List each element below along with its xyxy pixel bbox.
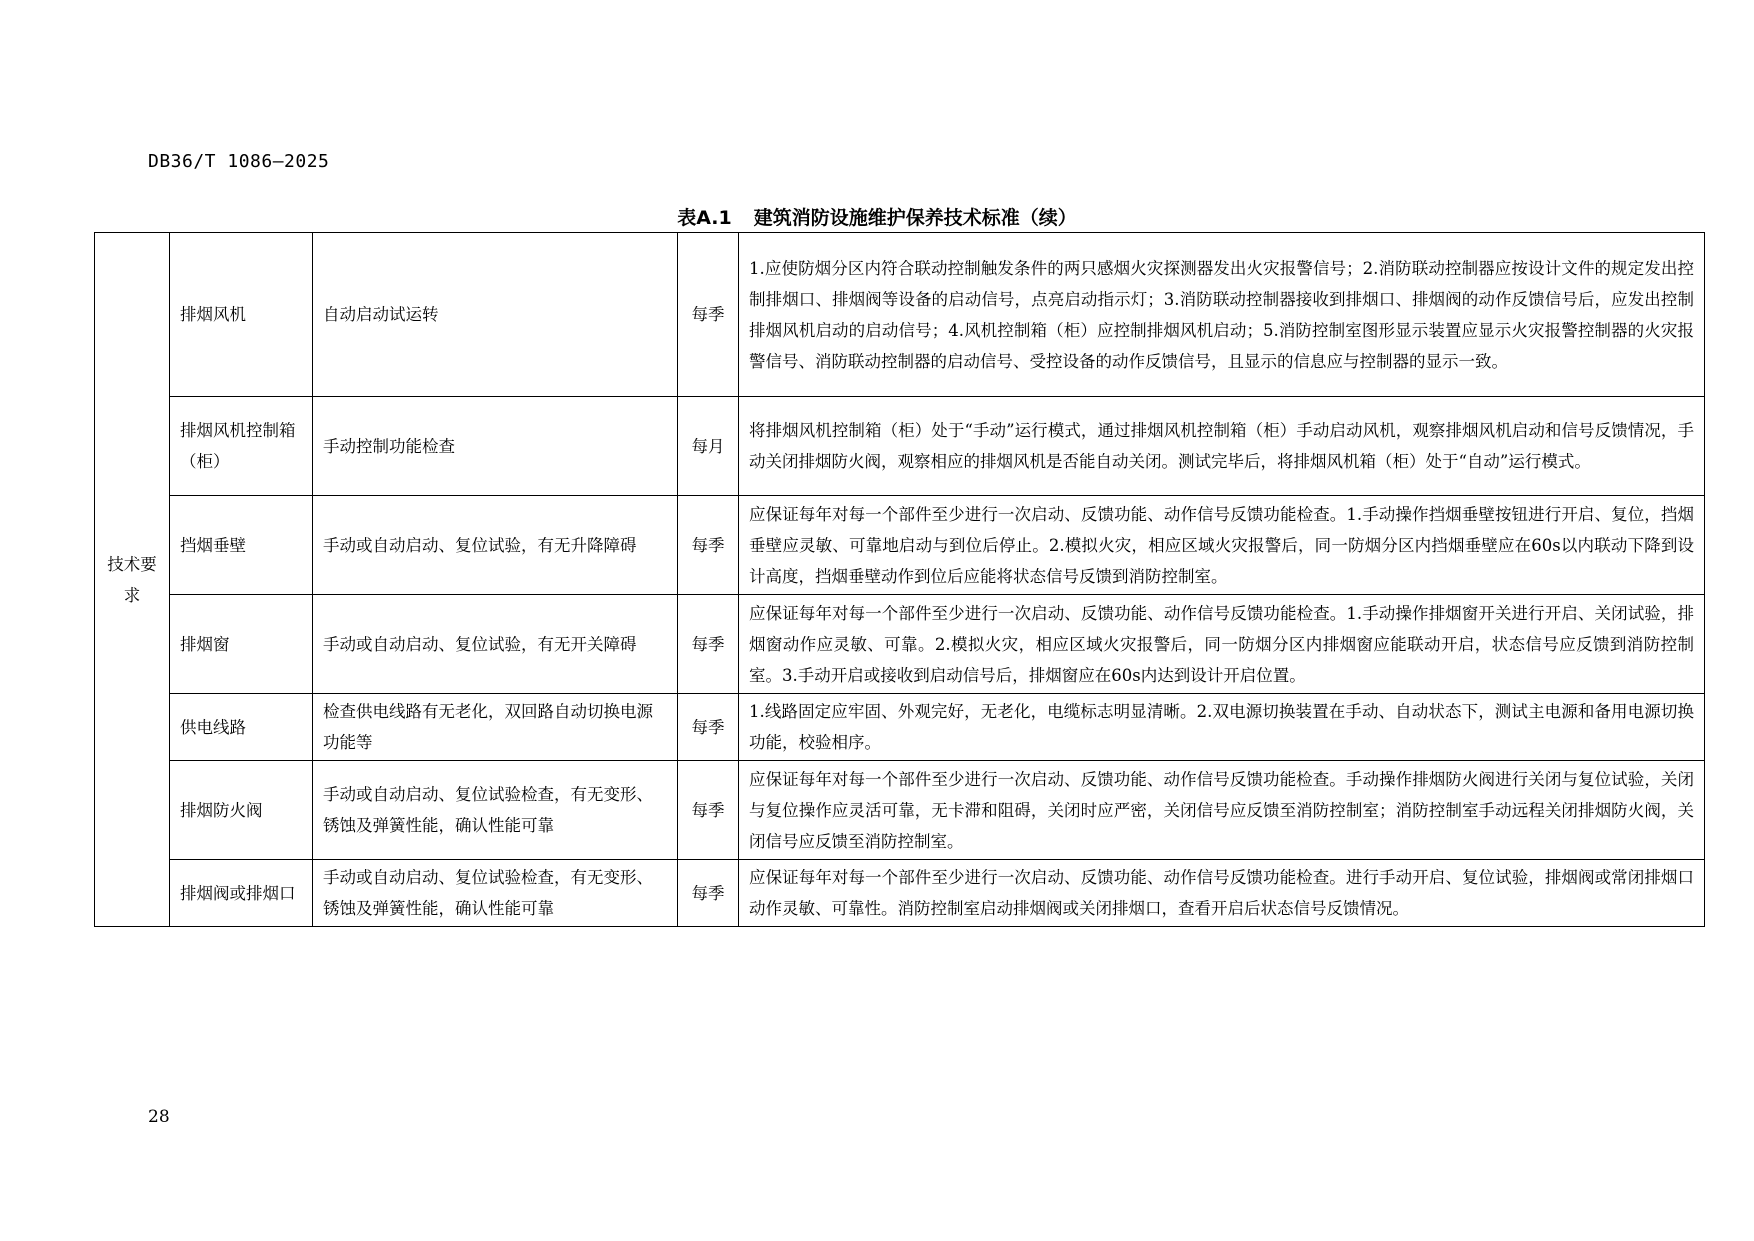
item-cell: 排烟阀或排烟口 <box>170 860 313 927</box>
frequency-cell: 每季 <box>678 233 739 397</box>
table-row <box>95 233 1705 397</box>
item-cell: 排烟风机控制箱（柜） <box>170 397 313 496</box>
table-row <box>95 761 1705 860</box>
content-cell: 自动启动试运转 <box>313 233 678 397</box>
content-cell: 手动或自动启动、复位试验检查，有无变形、锈蚀及弹簧性能，确认性能可靠 <box>313 761 678 860</box>
frequency-cell: 每季 <box>678 694 739 761</box>
table-caption <box>0 203 1754 230</box>
content-cell: 手动或自动启动、复位试验检查，有无变形、锈蚀及弹簧性能，确认性能可靠 <box>313 860 678 927</box>
page-number: 28 <box>148 1107 170 1127</box>
requirement-cell: 1.应使防烟分区内符合联动控制触发条件的两只感烟火灾探测器发出火灾报警信号；2.消防联动控制器应按设计文件的规定发出控制排烟口、排烟阀等设备的启动信号，点亮启动指示灯；3.消防联动控制器接收到排烟口、排烟阀的动作反馈信号后，应发出控制排烟风机启动的启动信号；4.风机控制箱（柜）应控制排烟风机启动；5.消防控制室图形显示装置应显示火灾报警控制器的火灾报警信号、消防联动控制器的启动信号、受控设备的动作反馈信号，且显示的信息应与控制器的显示一致。 <box>739 233 1705 397</box>
requirement-cell: 应保证每年对每一个部件至少进行一次启动、反馈功能、动作信号反馈功能检查。进行手动开启、复位试验，排烟阀或常闭排烟口动作灵敏、可靠性。消防控制室启动排烟阀或关闭排烟口，查看开启后状态信号反馈情况。 <box>739 860 1705 927</box>
content-cell: 检查供电线路有无老化，双回路自动切换电源功能等 <box>313 694 678 761</box>
table-row <box>95 595 1705 694</box>
frequency-cell: 每月 <box>678 397 739 496</box>
frequency-cell: 每季 <box>678 595 739 694</box>
item-cell: 排烟窗 <box>170 595 313 694</box>
maintenance-standard-table <box>94 232 1705 927</box>
requirement-cell: 应保证每年对每一个部件至少进行一次启动、反馈功能、动作信号反馈功能检查。1.手动操作排烟窗开关进行开启、关闭试验，排烟窗动作应灵敏、可靠。2.模拟火灾，相应区域火灾报警后，同一防烟分区内排烟窗应能联动开启，状态信号应反馈到消防控制室。3.手动开启或接收到启动信号后，排烟窗应在60s内达到设计开启位置。 <box>739 595 1705 694</box>
item-cell: 供电线路 <box>170 694 313 761</box>
frequency-cell: 每季 <box>678 761 739 860</box>
requirement-cell: 将排烟风机控制箱（柜）处于“手动”运行模式，通过排烟风机控制箱（柜）手动启动风机，观察排烟风机启动和信号反馈情况，手动关闭排烟防火阀，观察相应的排烟风机是否能自动关闭。测试完毕后，将排烟风机箱（柜）处于“自动”运行模式。 <box>739 397 1705 496</box>
content-cell: 手动或自动启动、复位试验，有无开关障碍 <box>313 595 678 694</box>
item-cell: 挡烟垂壁 <box>170 496 313 595</box>
frequency-cell: 每季 <box>678 860 739 927</box>
table-row <box>95 860 1705 927</box>
table-row <box>95 397 1705 496</box>
table-number: 表A.1 <box>677 207 732 229</box>
table-title: 建筑消防设施维护保养技术标准（续） <box>753 207 1077 229</box>
requirement-cell: 应保证每年对每一个部件至少进行一次启动、反馈功能、动作信号反馈功能检查。1.手动操作挡烟垂壁按钮进行开启、复位，挡烟垂壁应灵敏、可靠地启动与到位后停止。2.模拟火灾，相应区域火灾报警后，同一防烟分区内挡烟垂壁应在60s以内联动下降到设计高度，挡烟垂壁动作到位后应能将状态信号反馈到消防控制室。 <box>739 496 1705 595</box>
requirement-cell: 1.线路固定应牢固、外观完好，无老化，电缆标志明显清晰。2.双电源切换装置在手动、自动状态下，测试主电源和备用电源切换功能，校验相序。 <box>739 694 1705 761</box>
item-cell: 排烟风机 <box>170 233 313 397</box>
item-cell: 排烟防火阀 <box>170 761 313 860</box>
table-row <box>95 694 1705 761</box>
table-row <box>95 496 1705 595</box>
frequency-cell: 每季 <box>678 496 739 595</box>
document-code: DB36/T 1086—2025 <box>148 151 330 172</box>
content-cell: 手动或自动启动、复位试验，有无升降障碍 <box>313 496 678 595</box>
group-label-cell <box>95 233 170 927</box>
group-label: 技术要求 <box>107 554 157 605</box>
content-cell: 手动控制功能检查 <box>313 397 678 496</box>
requirement-cell: 应保证每年对每一个部件至少进行一次启动、反馈功能、动作信号反馈功能检查。手动操作排烟防火阀进行关闭与复位试验，关闭与复位操作应灵活可靠，无卡滞和阻碍，关闭时应严密，关闭信号应反馈至消防控制室；消防控制室手动远程关闭排烟防火阀，关闭信号应反馈至消防控制室。 <box>739 761 1705 860</box>
